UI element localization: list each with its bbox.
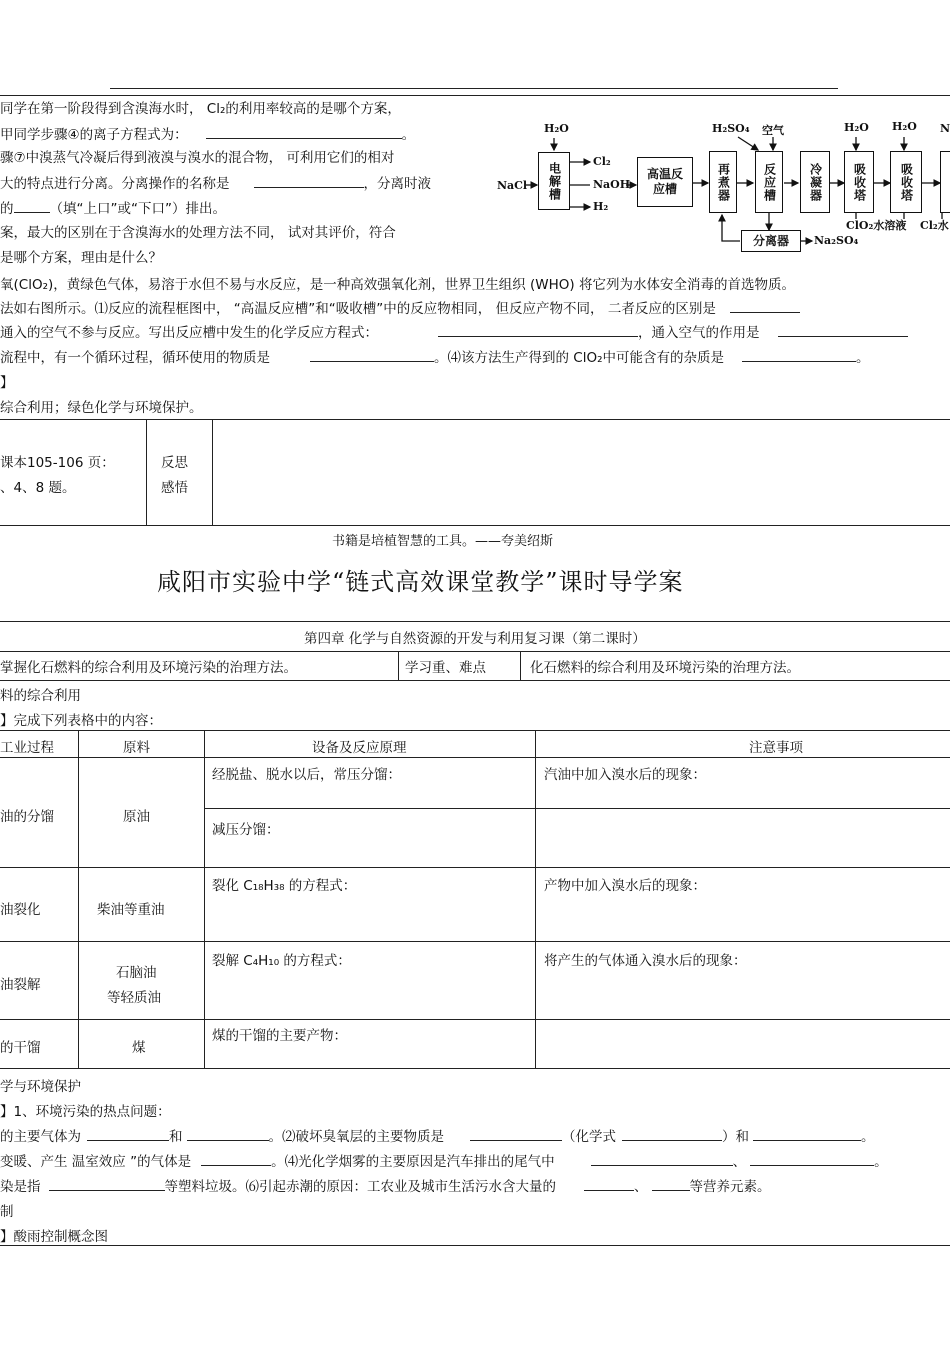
cell-principle: 煤的干馏的主要产物： bbox=[212, 1028, 347, 1044]
table-divider bbox=[212, 419, 213, 526]
cell-note: 汽油中加入溴水后的现象： bbox=[544, 767, 706, 783]
text-line: 骤⑦中溴蒸气冷凝后得到液溴与溴水的混合物， 可利用它们的相对 bbox=[0, 150, 395, 166]
electrolysis-cell: 电解槽 bbox=[538, 152, 570, 210]
learning-goal: 掌握化石燃料的综合利用及环境污染的治理方法。 bbox=[0, 660, 297, 676]
reflect-label: 反思 bbox=[161, 455, 188, 471]
top-divider bbox=[110, 88, 838, 89]
answer-blank bbox=[742, 348, 856, 362]
key-value: 化石燃料的综合利用及环境污染的治理方法。 bbox=[530, 660, 800, 676]
row-line bbox=[0, 730, 950, 731]
cell-principle: 裂化 C₁₈H₃₈ 的方程式： bbox=[212, 878, 357, 894]
row-line bbox=[204, 808, 950, 809]
table-divider bbox=[520, 651, 521, 681]
chapter-heading: 第四章 化学与自然资源的开发与利用复习课（第二课时） bbox=[304, 631, 646, 647]
cell-principle: 裂解 C₄H₁₀ 的方程式： bbox=[212, 953, 351, 969]
cell-principle: 减压分馏： bbox=[212, 822, 280, 838]
h2o-label: H₂O bbox=[844, 121, 869, 134]
condenser: 冷凝器 bbox=[800, 151, 830, 213]
reaction-tank: 反应槽 bbox=[755, 151, 783, 213]
text-line: 】酸雨控制概念图 bbox=[0, 1229, 108, 1245]
nacl-label: NaCl bbox=[497, 179, 528, 192]
cell-material: 柴油等重油 bbox=[97, 902, 165, 918]
n-label: N bbox=[940, 122, 950, 135]
cell-note: 将产生的气体通入溴水后的现象： bbox=[544, 953, 747, 969]
header-process: 工业过程 bbox=[0, 740, 54, 756]
table-border bbox=[0, 621, 950, 622]
summary-text: 综合利用；绿色化学与环境保护。 bbox=[0, 400, 203, 416]
page-title: 咸阳市实验中学“链式高效课堂教学”课时导学案 bbox=[157, 568, 684, 596]
cl2-label: Cl₂ bbox=[593, 155, 611, 168]
answer-blank bbox=[206, 125, 402, 139]
text-line: 的 （填“上口”或“下口”）排出。 bbox=[0, 201, 226, 217]
cell-material: 等轻质油 bbox=[107, 990, 161, 1006]
answer-blank bbox=[49, 1177, 165, 1191]
col-line bbox=[78, 730, 79, 1069]
cell-process: 的干馏 bbox=[0, 1040, 41, 1056]
col-line bbox=[204, 730, 205, 1069]
answer-blank bbox=[187, 1127, 269, 1141]
row-line bbox=[0, 941, 950, 942]
text-line: 通入的空气不参与反应。写出反应槽中发生的化学反应方程式： ，通入空气的作用是 bbox=[0, 321, 908, 341]
homework-text: 、4、8 题。 bbox=[0, 480, 76, 496]
table-border bbox=[0, 525, 950, 526]
text-line: 是哪个方案，理由是什么？ bbox=[0, 250, 162, 266]
row-line bbox=[0, 867, 950, 868]
cell-material: 原油 bbox=[123, 809, 150, 825]
h2o-label: H₂O bbox=[544, 122, 569, 135]
high-temp-reactor: 高温反应槽 bbox=[637, 157, 693, 207]
bracket-mark: 】 bbox=[0, 375, 14, 391]
clo2-intro-text: 氧(ClO₂)，黄绿色气体，易溶于水但不易与水反应，是一种高效强氧化剂，世界卫生组织 (WHO) 将它列为水体安全消毒的首选物质。 bbox=[0, 277, 795, 293]
h2so4-label: H₂SO₄ bbox=[712, 122, 750, 135]
text-line: 同学在第一阶段得到含溴海水时， Cl₂的利用率较高的是哪个方案， bbox=[0, 101, 401, 117]
row-line bbox=[0, 1068, 950, 1069]
answer-blank bbox=[778, 323, 908, 337]
separator: 分离器 bbox=[741, 230, 801, 252]
answer-blank bbox=[652, 1177, 690, 1191]
answer-blank bbox=[14, 199, 50, 213]
next-box bbox=[940, 151, 950, 213]
text-line: 流程中，有一个循环过程，循环使用的物质是 。⑷该方法生产得到的 ClO₂中可能含有的杂质是 。 bbox=[0, 350, 870, 366]
table-divider bbox=[146, 419, 147, 526]
section-title: 学与环境保护 bbox=[0, 1079, 81, 1095]
answer-blank bbox=[470, 1127, 562, 1141]
row-line bbox=[0, 1019, 950, 1020]
answer-blank bbox=[438, 323, 638, 337]
section-title: 料的综合利用 bbox=[0, 688, 81, 704]
text-line: 变暖、产生 温室效应 ”的气体是 。⑷光化学烟雾的主要原因是汽车排出的尾气中 、 。 bbox=[0, 1154, 888, 1170]
text-line: 大的特点进行分离。分离操作的名称是 ，分离时液 bbox=[0, 176, 431, 192]
header-material: 原料 bbox=[123, 740, 150, 756]
naoh-label: NaOH bbox=[593, 178, 631, 191]
col-line bbox=[535, 730, 536, 1069]
reflect-label: 感悟 bbox=[161, 480, 188, 496]
motto: 书籍是培植智慧的工具。——夸美绍斯 bbox=[332, 534, 554, 549]
homework-text: 课本105-106 页： bbox=[0, 455, 115, 471]
answer-blank bbox=[310, 348, 434, 362]
text-line: 法如右图所示。⑴反应的流程框图中， “高温反应槽”和“吸收槽”中的反应物相同， 但反应产物不同， 二者反应的区别是 bbox=[0, 297, 800, 317]
text-line: 的主要气体为 和 。⑵破坏臭氧层的主要物质是 （化学式 ）和 。 bbox=[0, 1129, 875, 1145]
text-line: 甲同学步骤④的离子方程式为： 。 bbox=[0, 127, 416, 143]
answer-blank bbox=[201, 1152, 271, 1166]
text-line: 染是指 等塑料垃圾。⑹引起赤潮的原因：工农业及城市生活污水含大量的 、 等营养元素。 bbox=[0, 1179, 771, 1195]
table-divider bbox=[398, 651, 399, 681]
header-principle: 设备及反应原理 bbox=[312, 740, 407, 756]
key-label: 学习重、难点 bbox=[405, 660, 486, 676]
cell-principle: 经脱盐、脱水以后，常压分馏： bbox=[212, 767, 401, 783]
clo2-solution-label: ClO₂水溶液 bbox=[846, 219, 907, 232]
cell-note: 产物中加入溴水后的现象： bbox=[544, 878, 706, 894]
cell-material: 煤 bbox=[132, 1040, 146, 1056]
answer-blank bbox=[591, 1152, 733, 1166]
cell-process: 油的分馏 bbox=[0, 809, 54, 825]
answer-blank bbox=[753, 1127, 861, 1141]
table-border bbox=[0, 651, 950, 652]
table-border bbox=[0, 419, 950, 420]
question-intro: 】1、环境污染的热点问题： bbox=[0, 1104, 171, 1120]
cell-material: 石脑油 bbox=[116, 965, 157, 981]
cell-process: 油裂解 bbox=[0, 977, 41, 993]
bottom-border bbox=[0, 1245, 950, 1246]
air-label: 空气 bbox=[762, 124, 784, 137]
answer-blank bbox=[750, 1152, 874, 1166]
answer-blank bbox=[87, 1127, 169, 1141]
reboiler: 再煮器 bbox=[709, 151, 737, 213]
answer-blank bbox=[730, 299, 800, 313]
answer-blank bbox=[584, 1177, 634, 1191]
cell-process: 油裂化 bbox=[0, 902, 41, 918]
header-notes: 注意事项 bbox=[749, 740, 803, 756]
row-line bbox=[0, 757, 950, 758]
task-text: 】完成下列表格中的内容： bbox=[0, 713, 162, 729]
top-border bbox=[0, 95, 950, 96]
text-line: 制 bbox=[0, 1204, 14, 1220]
answer-blank bbox=[254, 174, 364, 188]
na2so4-label: Na₂SO₄ bbox=[814, 234, 859, 247]
h2-label: H₂ bbox=[593, 200, 609, 213]
absorption-tower: 吸收塔 bbox=[844, 151, 874, 213]
answer-blank bbox=[622, 1127, 722, 1141]
h2o-label: H₂O bbox=[892, 120, 917, 133]
absorption-tower: 吸收塔 bbox=[890, 151, 922, 213]
text-line: 案，最大的区别在于含溴海水的处理方法不同， 试对其评价，符合 bbox=[0, 225, 396, 241]
table-border bbox=[0, 680, 950, 681]
cl2-water-label: Cl₂水 bbox=[920, 219, 949, 232]
